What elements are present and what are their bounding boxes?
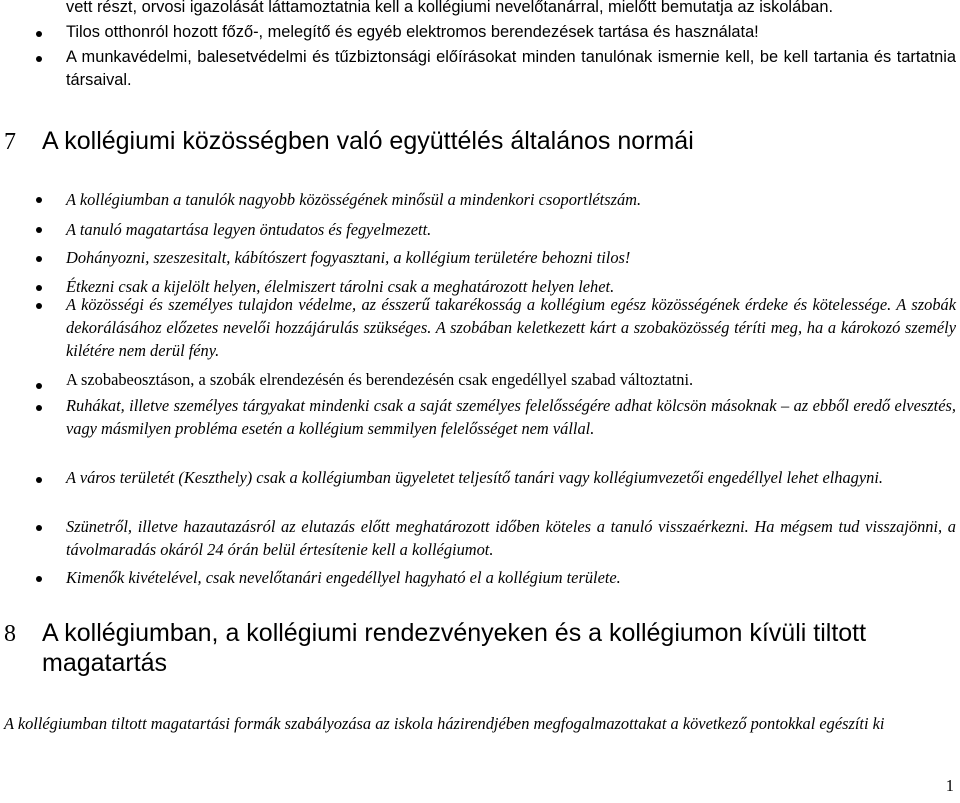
bullet-icon [36,197,42,203]
section-intro: A kollégiumban tiltott magatartási formák szabályozása az iskola házirendjében megfogalmazottakat a következő pontokkal egészíti ki [4,714,885,733]
bullet-icon [36,256,42,262]
bullet-icon [36,477,42,483]
list-item: A szobabeosztáson, a szobák elrendezésén és berendezésén csak engedéllyel szabad változtatni. [66,370,694,389]
section-number: 8 [4,621,16,647]
bullet-icon [36,56,42,62]
list-item: A város területét (Keszthely) csak a kollégiumban ügyeletet teljesítő tanári vagy kollégiumvezetői engedéllyel lehet elhagyni. [66,468,883,487]
bullet-icon [36,285,42,291]
list-item: A közösségi és személyes tulajdon védelme, az ésszerű takarékosság a kollégium egész közösségének érdeke és kötelessége. A szobák dekorálásához előzetes nevelői hozzájárulás szükséges. A szobában keletkezett kárt a szobaközösség téríti meg, ha a károkozó személy kilétére nem derül fény. [66,295,956,360]
section-heading: A kollégiumban, a kollégiumi rendezvényeken és a kollégiumon kívüli tiltott magatartás [42,619,867,677]
list-item: Étkezni csak a kijelölt helyen, élelmiszert tárolni csak a meghatározott helyen lehet. [66,277,615,296]
bullet-icon [36,31,42,37]
list-item: Kimenők kivételével, csak nevelőtanári engedéllyel hagyható el a kollégium területe. [66,568,621,587]
list-item: Dohányozni, szeszesitalt, kábítószert fogyasztani, a kollégium területére behozni tilos! [66,248,631,267]
bullet-icon [36,227,42,233]
continued-text: vett részt, orvosi igazolását láttamoztatnia kell a kollégiumi nevelőtanárral, mielőtt bemutatja az iskolában. [66,0,834,16]
bullet-icon [36,525,42,531]
page-number: 1 [945,776,954,795]
section-number: 7 [4,129,16,155]
bullet-icon [36,383,42,389]
list-item: A kollégiumban a tanulók nagyobb közösségének minősül a mindenkori csoportlétszám. [66,190,642,209]
list-item: Tilos otthonról hozott főző-, melegítő és egyéb elektromos berendezések tartása és használata! [66,23,759,41]
list-item: Szünetről, illetve hazautazásról az elutazás előtt meghatározott időben köteles a tanuló visszaérkezni. Ha mégsem tud visszajönni, a távolmaradás okáról 24 órán belül értesítenie kell a kollégiumot. [66,517,956,559]
section-heading: A kollégiumi közösségben való együttélés általános normái [42,127,694,155]
bullet-icon [36,303,42,309]
bullet-icon [36,405,42,411]
list-item: Ruhákat, illetve személyes tárgyakat mindenki csak a saját személyes felelősségére adhat kölcsön másoknak – az ebből eredő elvesztés, vagy másmilyen probléma esetén a kollégium semmilyen felelősséget nem vállal. [66,396,956,438]
list-item: A munkavédelmi, balesetvédelmi és tűzbiztonsági előírásokat minden tanulónak ismernie kell, be kell tartania és tartatnia társaival. [66,48,956,89]
bullet-icon [36,576,42,582]
list-item: A tanuló magatartása legyen öntudatos és fegyelmezett. [66,220,432,239]
